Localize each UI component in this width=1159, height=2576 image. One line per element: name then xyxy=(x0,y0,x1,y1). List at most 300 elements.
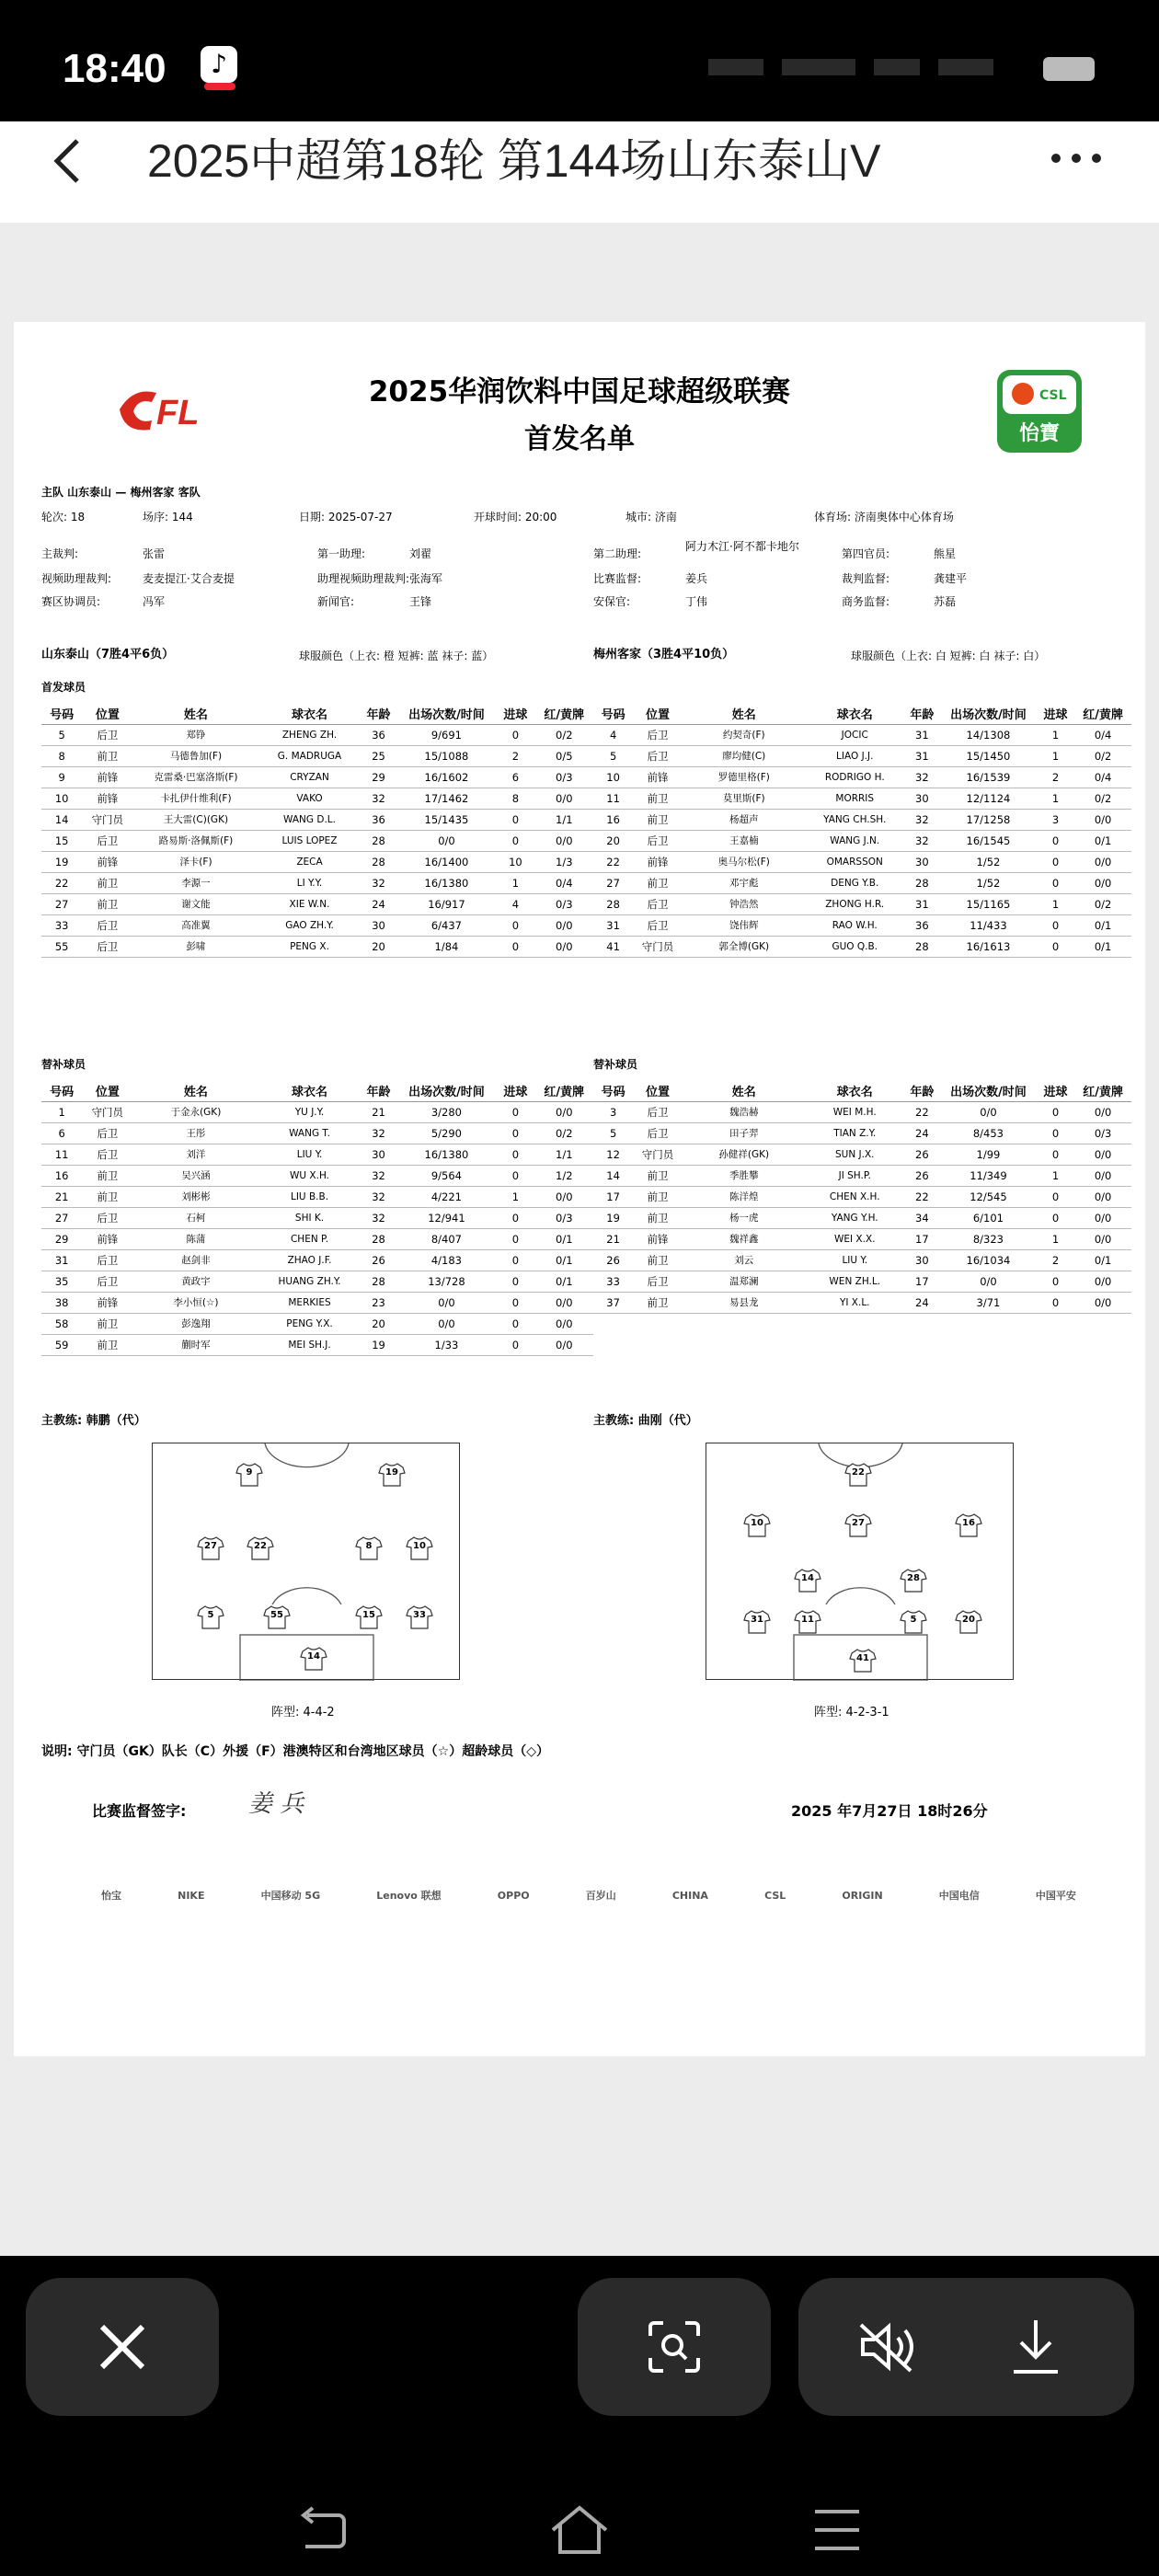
player-cell: 0 xyxy=(496,1249,534,1271)
player-cell: 16/1034 xyxy=(940,1249,1037,1271)
player-cell: 李小恒(☆) xyxy=(132,1292,258,1313)
column-header: 球衣名 xyxy=(259,1081,361,1101)
player-cell: YI X.L. xyxy=(806,1292,904,1313)
player-cell: 0 xyxy=(1037,914,1074,936)
player-cell: 0/0 xyxy=(940,1101,1037,1122)
player-cell: 卡扎伊什维利(F) xyxy=(132,788,258,809)
player-cell: 0/0 xyxy=(535,1101,593,1122)
player-cell: 前卫 xyxy=(633,1292,683,1313)
player-cell: 17 xyxy=(904,1271,940,1292)
player-cell: 饶伟辉 xyxy=(683,914,806,936)
player-jersey-icon: 9 xyxy=(235,1462,263,1488)
home-subs-table xyxy=(41,1081,593,1356)
player-cell: 24 xyxy=(360,893,396,914)
player-cell: 9/691 xyxy=(397,724,497,745)
player-cell: 0/0 xyxy=(1074,1271,1131,1292)
player-cell: 1 xyxy=(496,1186,534,1207)
player-cell: 1/33 xyxy=(397,1334,497,1355)
player-row xyxy=(41,766,593,788)
player-cell: 16/1545 xyxy=(940,830,1037,851)
player-cell: 1 xyxy=(1037,1228,1074,1249)
close-button[interactable] xyxy=(26,2278,219,2416)
official-name: 丁伟 xyxy=(685,595,708,608)
player-cell: 12 xyxy=(593,1144,633,1165)
player-cell: 0 xyxy=(1037,1186,1074,1207)
player-cell: 28 xyxy=(360,830,396,851)
player-cell: 15/1088 xyxy=(397,745,497,766)
column-header: 号码 xyxy=(593,704,633,724)
player-cell: 0 xyxy=(496,914,534,936)
player-row xyxy=(593,1122,1131,1144)
player-cell: 后卫 xyxy=(633,745,683,766)
player-cell: 6/437 xyxy=(397,914,497,936)
player-cell: 守门员 xyxy=(633,936,683,957)
player-cell: 8 xyxy=(41,745,82,766)
player-cell: 14 xyxy=(41,809,82,830)
column-header: 年龄 xyxy=(904,1081,940,1101)
player-cell: 0/1 xyxy=(1074,1249,1131,1271)
player-cell: 前卫 xyxy=(82,1334,132,1355)
svg-text:CSL: CSL xyxy=(1039,388,1067,403)
player-cell: 高准翼 xyxy=(132,914,258,936)
official-name: 苏磊 xyxy=(934,595,957,608)
player-cell: 0/0 xyxy=(535,1292,593,1313)
player-jersey-icon: 27 xyxy=(197,1535,224,1561)
player-cell: 6/101 xyxy=(940,1207,1037,1228)
player-cell: 守门员 xyxy=(82,809,132,830)
column-header: 号码 xyxy=(41,1081,82,1101)
player-cell: 0 xyxy=(496,1228,534,1249)
clock: 18:40 xyxy=(63,46,166,91)
player-cell: 0/2 xyxy=(535,1122,593,1144)
player-cell: CRYZAN xyxy=(259,766,361,788)
player-cell: ZECA xyxy=(259,851,361,872)
player-jersey-icon: 28 xyxy=(900,1568,927,1593)
player-cell: 前锋 xyxy=(633,851,683,872)
system-nav-bar xyxy=(0,2484,1159,2576)
player-cell: YANG CH.SH. xyxy=(806,809,904,830)
player-cell: 后卫 xyxy=(633,914,683,936)
column-header: 姓名 xyxy=(132,704,258,724)
player-jersey-icon: 22 xyxy=(247,1535,274,1561)
player-row xyxy=(41,1144,593,1165)
player-cell: 1/3 xyxy=(535,851,593,872)
player-cell: 8/323 xyxy=(940,1228,1037,1249)
lineup-document xyxy=(14,322,1145,2056)
player-cell: JI SH.P. xyxy=(806,1165,904,1186)
official-name: 张海军 xyxy=(409,572,443,585)
table-header-row xyxy=(41,704,593,724)
player-cell: LIAO J.J. xyxy=(806,745,904,766)
player-row xyxy=(593,893,1131,914)
player-cell: 孙健祥(GK) xyxy=(683,1144,806,1165)
player-cell: LUIS LOPEZ xyxy=(259,830,361,851)
sponsor-logo: CSL xyxy=(764,1889,786,1902)
player-cell: 刘彬彬 xyxy=(132,1186,258,1207)
player-cell: 1/2 xyxy=(535,1165,593,1186)
player-cell: 32 xyxy=(360,1165,396,1186)
player-cell: 26 xyxy=(593,1249,633,1271)
player-cell: XIE W.N. xyxy=(259,893,361,914)
recent-apps-icon[interactable] xyxy=(294,2504,350,2556)
player-cell: 30 xyxy=(360,1144,396,1165)
player-cell: 4/183 xyxy=(397,1249,497,1271)
player-cell: 5 xyxy=(593,745,633,766)
official-role-label: 安保官: xyxy=(593,595,631,608)
sponsor-logo: 中国电信 xyxy=(938,1890,980,1902)
column-header: 姓名 xyxy=(132,1081,258,1101)
official-role-label: 赛区协调员: xyxy=(41,595,101,608)
player-cell: 0 xyxy=(1037,936,1074,957)
player-cell: 0 xyxy=(1037,872,1074,893)
player-cell: 0 xyxy=(496,1165,534,1186)
player-jersey-icon: 27 xyxy=(844,1512,872,1538)
player-cell: 24 xyxy=(904,1122,940,1144)
player-cell: 前卫 xyxy=(633,788,683,809)
player-cell: 彭逸翔 xyxy=(132,1313,258,1334)
player-cell: 前卫 xyxy=(82,1313,132,1334)
player-row xyxy=(41,1186,593,1207)
player-cell: 6 xyxy=(41,1122,82,1144)
player-cell: 30 xyxy=(904,851,940,872)
sponsor-logo: ORIGIN xyxy=(842,1889,883,1902)
legend-note: 说明: 守门员（GK）队长（C）外援（F）港澳特区和台湾地区球员（☆）超龄球员（◇） xyxy=(41,1744,549,1759)
player-cell: 0/2 xyxy=(535,724,593,745)
player-cell: 前卫 xyxy=(633,1249,683,1271)
player-cell: RAO W.H. xyxy=(806,914,904,936)
column-header: 年龄 xyxy=(360,704,396,724)
player-cell: 0/0 xyxy=(1074,1292,1131,1313)
player-cell: SHI K. xyxy=(259,1207,361,1228)
player-cell: 0/0 xyxy=(535,1334,593,1355)
player-cell: 0/4 xyxy=(1074,724,1131,745)
player-cell: 刘云 xyxy=(683,1249,806,1271)
sponsor-logo: 中国平安 xyxy=(1035,1890,1076,1902)
player-cell: 后卫 xyxy=(82,830,132,851)
player-cell: 28 xyxy=(360,1271,396,1292)
player-cell: 0/3 xyxy=(1074,1122,1131,1144)
player-cell: 0/0 xyxy=(535,1313,593,1334)
player-cell: 30 xyxy=(904,1249,940,1271)
player-cell: 奥马尔松(F) xyxy=(683,851,806,872)
player-cell: 1 xyxy=(1037,788,1074,809)
player-cell: 37 xyxy=(593,1292,633,1313)
player-cell: 1 xyxy=(1037,893,1074,914)
official-role-label: 裁判监督: xyxy=(842,572,890,585)
player-cell: 前卫 xyxy=(633,809,683,830)
player-cell: 15/1165 xyxy=(940,893,1037,914)
column-header: 进球 xyxy=(496,704,534,724)
player-cell: 31 xyxy=(904,745,940,766)
player-cell: 前卫 xyxy=(633,1165,683,1186)
home-kit-colors: 球服颜色（上衣: 橙 短裤: 蓝 袜子: 蓝） xyxy=(299,650,494,662)
away-team-title: 梅州客家（3胜4平10负） xyxy=(593,648,735,661)
official-role-label: 第一助理: xyxy=(317,547,366,560)
player-cell: 26 xyxy=(360,1249,396,1271)
player-cell: 16/1539 xyxy=(940,766,1037,788)
player-cell: 0/2 xyxy=(1074,788,1131,809)
player-cell: 5 xyxy=(593,1122,633,1144)
player-cell: 0/0 xyxy=(1074,872,1131,893)
player-cell: 8/407 xyxy=(397,1228,497,1249)
player-jersey-icon: 20 xyxy=(955,1609,982,1635)
media-controls xyxy=(798,2278,1134,2416)
player-row xyxy=(41,1249,593,1271)
player-cell: 0/1 xyxy=(1074,830,1131,851)
player-jersey-icon: 22 xyxy=(844,1462,872,1488)
player-cell: 16/1400 xyxy=(397,851,497,872)
player-jersey-icon: 8 xyxy=(355,1535,383,1561)
player-row xyxy=(593,745,1131,766)
player-jersey-icon: 41 xyxy=(849,1648,877,1673)
player-cell: 约契奇(F) xyxy=(683,724,806,745)
player-cell: 廖均健(C) xyxy=(683,745,806,766)
column-header: 位置 xyxy=(82,704,132,724)
column-header: 红/黄牌 xyxy=(535,1081,593,1101)
player-cell: 0/0 xyxy=(1074,1207,1131,1228)
player-cell: 1 xyxy=(496,872,534,893)
player-row xyxy=(593,724,1131,745)
stadium-info: 体育场: 济南奥体中心体育场 xyxy=(814,511,954,523)
player-cell: 27 xyxy=(593,872,633,893)
player-cell: 9/564 xyxy=(397,1165,497,1186)
player-cell: LIU B.B. xyxy=(259,1186,361,1207)
player-cell: YANG Y.H. xyxy=(806,1207,904,1228)
player-cell: 5 xyxy=(41,724,82,745)
player-cell: 36 xyxy=(360,724,396,745)
player-cell: 33 xyxy=(593,1271,633,1292)
player-cell: 王彤 xyxy=(132,1122,258,1144)
player-cell: 59 xyxy=(41,1334,82,1355)
player-cell: 22 xyxy=(593,851,633,872)
player-cell: 前卫 xyxy=(633,1186,683,1207)
player-cell: 吴兴涵 xyxy=(132,1165,258,1186)
column-header: 出场次数/时间 xyxy=(397,1081,497,1101)
official-role-label: 比赛监督: xyxy=(593,572,642,585)
player-cell: 前锋 xyxy=(82,851,132,872)
player-cell: 0/0 xyxy=(940,1271,1037,1292)
column-header: 号码 xyxy=(593,1081,633,1101)
player-row xyxy=(593,851,1131,872)
player-jersey-icon: 15 xyxy=(355,1604,383,1630)
player-cell: 0/0 xyxy=(1074,809,1131,830)
player-cell: 32 xyxy=(360,1207,396,1228)
player-cell: RODRIGO H. xyxy=(806,766,904,788)
player-cell: 前卫 xyxy=(633,1207,683,1228)
player-cell: 陈蒲 xyxy=(132,1228,258,1249)
player-cell: 于金永(GK) xyxy=(132,1101,258,1122)
player-row xyxy=(593,830,1131,851)
player-cell: 28 xyxy=(360,851,396,872)
home-formation: 阵型: 4-4-2 xyxy=(271,1706,335,1719)
official-role-label: 第四官员: xyxy=(842,547,890,560)
player-cell: 莫里斯(F) xyxy=(683,788,806,809)
player-jersey-icon: 16 xyxy=(955,1512,982,1538)
away-formation: 阵型: 4-2-3-1 xyxy=(814,1706,889,1719)
player-cell: 后卫 xyxy=(82,724,132,745)
player-cell: 0 xyxy=(496,936,534,957)
away-subs-table xyxy=(593,1081,1131,1314)
player-cell: OMARSSON xyxy=(806,851,904,872)
player-cell: 6 xyxy=(496,766,534,788)
official-name: 阿力木江·阿不都卡地尔 xyxy=(685,540,799,553)
player-cell: 后卫 xyxy=(82,1271,132,1292)
player-jersey-icon: 10 xyxy=(743,1512,771,1538)
player-cell: 泽卡(F) xyxy=(132,851,258,872)
column-header: 红/黄牌 xyxy=(1074,1081,1131,1101)
player-row xyxy=(41,724,593,745)
player-cell: 19 xyxy=(41,851,82,872)
player-cell: 0/3 xyxy=(535,893,593,914)
document-subtitle: 首发名单 xyxy=(524,423,635,455)
status-icons xyxy=(708,55,1095,79)
column-header: 出场次数/时间 xyxy=(940,704,1037,724)
player-cell: ZHONG H.R. xyxy=(806,893,904,914)
player-cell: 16 xyxy=(41,1165,82,1186)
column-header: 出场次数/时间 xyxy=(940,1081,1037,1101)
player-cell: 10 xyxy=(496,851,534,872)
player-cell: 12/545 xyxy=(940,1186,1037,1207)
player-row xyxy=(593,1292,1131,1313)
player-cell: 0 xyxy=(1037,851,1074,872)
column-header: 进球 xyxy=(496,1081,534,1101)
player-cell: 0/4 xyxy=(535,872,593,893)
player-cell: 后卫 xyxy=(633,724,683,745)
player-cell: 前卫 xyxy=(82,1186,132,1207)
player-cell: 11 xyxy=(593,788,633,809)
player-cell: GUO Q.B. xyxy=(806,936,904,957)
player-cell: 季胜攀 xyxy=(683,1165,806,1186)
player-cell: 11 xyxy=(41,1144,82,1165)
player-cell: 1/84 xyxy=(397,936,497,957)
player-cell: 0/0 xyxy=(1074,1228,1131,1249)
visual-search-button[interactable] xyxy=(578,2278,771,2416)
player-cell: 17/1258 xyxy=(940,809,1037,830)
player-cell: 0 xyxy=(496,809,534,830)
player-cell: 0/0 xyxy=(535,936,593,957)
player-cell: 19 xyxy=(593,1207,633,1228)
close-icon xyxy=(95,2319,150,2375)
player-cell: 后卫 xyxy=(633,1271,683,1292)
document-title: 2025华润饮料中国足球超级联赛 xyxy=(368,375,791,408)
signature-label: 比赛监督签字: xyxy=(92,1802,187,1820)
player-row xyxy=(593,766,1131,788)
player-jersey-icon: 5 xyxy=(900,1609,927,1635)
player-cell: 0 xyxy=(1037,1122,1074,1144)
player-cell: 黄政宇 xyxy=(132,1271,258,1292)
player-cell: WANG T. xyxy=(259,1122,361,1144)
player-row xyxy=(41,1207,593,1228)
player-cell: 钟浩然 xyxy=(683,893,806,914)
player-cell: 1 xyxy=(1037,745,1074,766)
player-cell: 李源一 xyxy=(132,872,258,893)
player-cell: 0/0 xyxy=(535,1186,593,1207)
player-cell: LI Y.Y. xyxy=(259,872,361,893)
player-cell: 4 xyxy=(593,724,633,745)
sponsor-logo: OPPO xyxy=(497,1889,530,1902)
player-cell: 1 xyxy=(1037,724,1074,745)
download-icon[interactable] xyxy=(1008,2317,1063,2377)
player-cell: 22 xyxy=(904,1101,940,1122)
player-cell: 20 xyxy=(360,936,396,957)
tiktok-badge-icon xyxy=(204,83,235,90)
player-cell: 22 xyxy=(904,1186,940,1207)
table-header-row xyxy=(593,1081,1131,1101)
player-cell: 11/349 xyxy=(940,1165,1037,1186)
column-header: 姓名 xyxy=(683,704,806,724)
player-cell: 17/1462 xyxy=(397,788,497,809)
player-cell: PENG Y.X. xyxy=(259,1313,361,1334)
player-row xyxy=(593,1144,1131,1165)
column-header: 进球 xyxy=(1037,704,1074,724)
official-name: 张雷 xyxy=(143,547,166,560)
player-cell: 前卫 xyxy=(82,872,132,893)
player-row xyxy=(593,809,1131,830)
player-cell: 0/0 xyxy=(1074,1165,1131,1186)
player-cell: 28 xyxy=(360,1228,396,1249)
player-cell: 前锋 xyxy=(82,1292,132,1313)
column-header: 球衣名 xyxy=(259,704,361,724)
sponsor-logo: 百岁山 xyxy=(585,1890,616,1902)
player-cell: 3/71 xyxy=(940,1292,1037,1313)
player-cell: 27 xyxy=(41,893,82,914)
player-cell: 前卫 xyxy=(82,893,132,914)
player-cell: 15/1450 xyxy=(940,745,1037,766)
player-cell: 0 xyxy=(496,1122,534,1144)
player-cell: CHEN X.H. xyxy=(806,1186,904,1207)
player-cell: 邓宇彪 xyxy=(683,872,806,893)
player-row xyxy=(593,914,1131,936)
player-cell: 31 xyxy=(904,893,940,914)
signature-date: 2025 年7月27日 18时26分 xyxy=(791,1802,988,1820)
back-arrow-icon[interactable] xyxy=(48,133,85,189)
date-info: 日期: 2025-07-27 xyxy=(299,511,393,523)
home-starters-table xyxy=(41,704,593,958)
player-cell: 5/290 xyxy=(397,1122,497,1144)
player-cell: 0/1 xyxy=(535,1271,593,1292)
player-cell: 8/453 xyxy=(940,1122,1037,1144)
player-cell: 0/2 xyxy=(1074,893,1131,914)
player-jersey-icon: 10 xyxy=(406,1535,433,1561)
player-cell: WU X.H. xyxy=(259,1165,361,1186)
mute-icon[interactable] xyxy=(855,2319,920,2375)
more-options-icon[interactable] xyxy=(1049,149,1104,167)
player-row xyxy=(41,809,593,830)
player-cell: 20 xyxy=(360,1313,396,1334)
player-cell: 17 xyxy=(904,1228,940,1249)
player-cell: 16/1602 xyxy=(397,766,497,788)
player-cell: 0 xyxy=(496,1271,534,1292)
player-cell: 田子羿 xyxy=(683,1122,806,1144)
menu-icon[interactable] xyxy=(809,2506,865,2554)
city-info: 城市: 济南 xyxy=(625,511,677,523)
supervisor-signature: 姜 兵 xyxy=(248,1790,304,1818)
player-cell: 32 xyxy=(904,766,940,788)
player-cell: 0 xyxy=(496,1334,534,1355)
player-cell: 10 xyxy=(41,788,82,809)
home-coach: 主教练: 韩鹏（代） xyxy=(41,1414,146,1428)
away-subs-label: 替补球员 xyxy=(593,1058,638,1071)
official-name: 龚建平 xyxy=(934,572,968,585)
home-icon[interactable] xyxy=(547,2502,612,2558)
player-cell: 后卫 xyxy=(633,830,683,851)
player-cell: 41 xyxy=(593,936,633,957)
sponsor-logo: CHINA xyxy=(671,1889,708,1902)
teams-line: 主队 山东泰山 — 梅州客家 客队 xyxy=(41,486,201,499)
player-cell: 16/1380 xyxy=(397,1144,497,1165)
sponsor-logo: 怡宝 xyxy=(101,1890,121,1902)
player-row xyxy=(593,936,1131,957)
